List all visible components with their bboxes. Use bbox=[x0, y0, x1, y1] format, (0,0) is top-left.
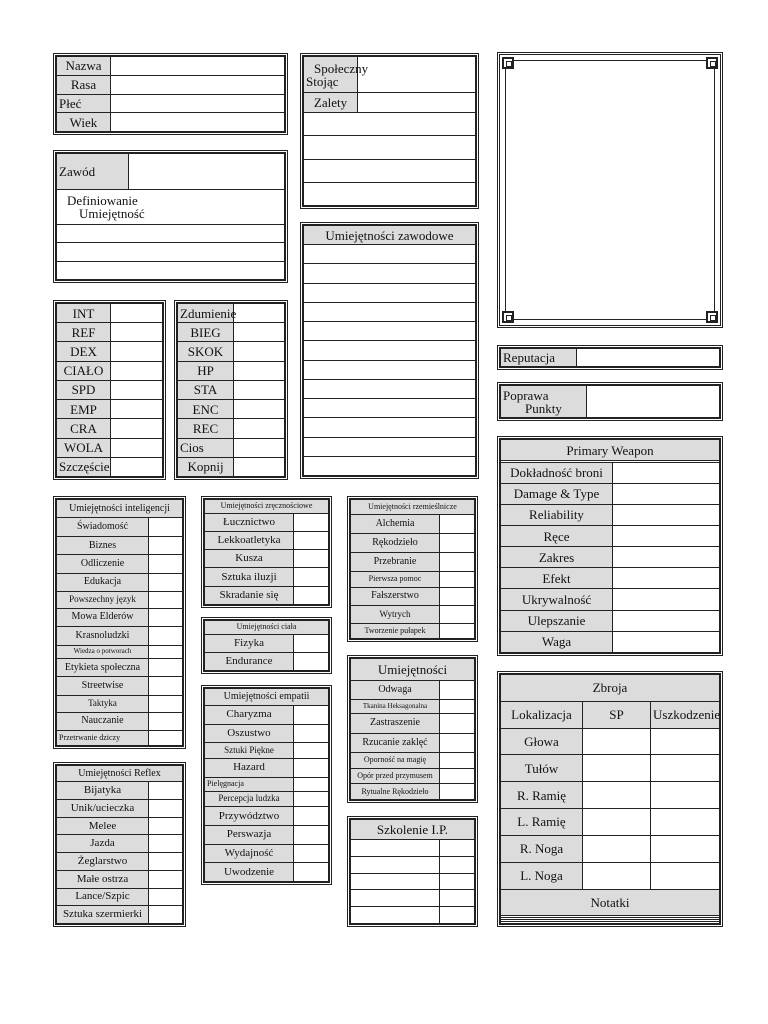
profession-skill-row[interactable] bbox=[304, 399, 476, 418]
improvement-points-label bbox=[501, 386, 587, 418]
weapon-reliability-field[interactable] bbox=[613, 504, 720, 525]
skill-forgery-value[interactable] bbox=[440, 587, 475, 606]
skill-stealth-value[interactable] bbox=[294, 586, 329, 604]
defining-skill-line[interactable] bbox=[57, 225, 285, 243]
empathy-skills-table bbox=[204, 688, 329, 882]
skill-persuasion-label: Perswazja bbox=[205, 825, 294, 844]
profession-skill-row[interactable] bbox=[304, 302, 476, 321]
ip-training-value[interactable] bbox=[440, 856, 475, 873]
defining-skill-label bbox=[57, 190, 285, 225]
skill-sailing-label: Żeglarstwo bbox=[57, 853, 149, 871]
skill-elder-speech-value[interactable] bbox=[149, 608, 183, 626]
skill-athletics-label: Lekkoatletyka bbox=[205, 531, 294, 549]
age-label: Wiek bbox=[57, 113, 111, 132]
armor-right-arm-label: R. Ramię bbox=[501, 782, 583, 809]
skill-gambling-label: Hazard bbox=[205, 759, 294, 778]
skill-alchemy-label: Alchemia bbox=[351, 515, 440, 534]
skill-first-aid-value[interactable] bbox=[440, 572, 475, 587]
skill-common-speech-value[interactable] bbox=[149, 592, 183, 609]
stat-luck-label: Szczęście bbox=[57, 457, 111, 476]
weapon-reliability-label: Reliability bbox=[501, 504, 613, 525]
skill-streetwise-label: Streetwise bbox=[57, 677, 149, 695]
armor-left-leg-damage[interactable] bbox=[651, 862, 720, 889]
skill-monster-lore-label: Wiedza o potworach bbox=[57, 645, 149, 658]
skill-seduction-label: Uwodzenie bbox=[205, 863, 294, 882]
armor-torso-sp[interactable] bbox=[583, 755, 651, 782]
skill-athletics-value[interactable] bbox=[294, 531, 329, 549]
skill-crafting-value[interactable] bbox=[440, 534, 475, 553]
stat-sta-value[interactable] bbox=[234, 380, 285, 399]
skill-swordsmanship-label: Sztuka szermierki bbox=[57, 906, 149, 924]
skill-hex-weaving-label: Tkanina Heksagonalna bbox=[351, 700, 440, 714]
perks-line-2[interactable] bbox=[304, 136, 476, 159]
skill-crafting-label: Rękodzieło bbox=[351, 534, 440, 553]
weapon-accuracy-label: Dokładność broni bbox=[501, 462, 613, 483]
profession-skill-row[interactable] bbox=[304, 283, 476, 302]
ip-training-table bbox=[350, 819, 475, 924]
armor-right-leg-label: R. Noga bbox=[501, 835, 583, 862]
armor-left-leg-sp[interactable] bbox=[583, 862, 651, 889]
dexterity-skills-box bbox=[201, 496, 332, 608]
skill-fine-arts-label: Sztuki Piękne bbox=[205, 743, 294, 759]
improvement-points-field[interactable] bbox=[587, 386, 720, 418]
profession-table bbox=[56, 153, 285, 280]
skill-business-label: Biznes bbox=[57, 536, 149, 554]
skill-brawling-value[interactable] bbox=[149, 782, 183, 800]
ip-training-box bbox=[347, 816, 478, 927]
skill-alchemy-value[interactable] bbox=[440, 515, 475, 534]
intelligence-skills-box bbox=[53, 496, 186, 749]
weapon-damage-label: Damage & Type bbox=[501, 483, 613, 504]
will-skills-table bbox=[350, 658, 475, 800]
ip-training-value[interactable] bbox=[440, 840, 475, 857]
skill-staff-spear-label: Lance/Szpic bbox=[57, 888, 149, 906]
armor-torso-damage[interactable] bbox=[651, 755, 720, 782]
weapon-concealment-field[interactable] bbox=[613, 589, 720, 610]
stats-left-table bbox=[56, 303, 163, 477]
ip-training-row[interactable] bbox=[351, 907, 440, 924]
stats-right-table bbox=[177, 303, 285, 477]
name-field[interactable] bbox=[111, 57, 285, 76]
skill-trap-crafting-value[interactable] bbox=[440, 623, 475, 638]
perks-line-3[interactable] bbox=[304, 159, 476, 182]
body-skills-box bbox=[201, 617, 332, 674]
weapon-concealment-label: Ukrywalność bbox=[501, 589, 613, 610]
stat-spd-label: SPD bbox=[57, 380, 111, 399]
skill-deduction-label: Odliczenie bbox=[57, 555, 149, 573]
profession-skills-table bbox=[303, 225, 476, 476]
skill-leadership-value[interactable] bbox=[294, 807, 329, 826]
craft-skills-title: Umiejętności rzemieślnicze bbox=[351, 500, 475, 515]
reputation-label: Reputacja bbox=[501, 349, 577, 367]
ip-training-row[interactable] bbox=[351, 856, 440, 873]
armor-right-leg-damage[interactable] bbox=[651, 835, 720, 862]
skill-archery-label: Łucznictwo bbox=[205, 513, 294, 531]
improvement-line1: Poprawa bbox=[503, 387, 549, 403]
skill-dwarven-value[interactable] bbox=[149, 627, 183, 645]
gender-label: Płeć bbox=[57, 94, 111, 113]
skill-physique-label: Fizyka bbox=[205, 634, 294, 652]
stat-leap-value[interactable] bbox=[234, 342, 285, 361]
skill-seduction-value[interactable] bbox=[294, 863, 329, 882]
skill-resist-coercion-value[interactable] bbox=[440, 768, 475, 784]
skill-swordsmanship-value[interactable] bbox=[149, 906, 183, 924]
skill-teaching-value[interactable] bbox=[149, 712, 183, 730]
skill-physique-value[interactable] bbox=[294, 634, 329, 652]
perks-line-1[interactable] bbox=[304, 113, 476, 136]
skill-wilderness-survival-value[interactable] bbox=[149, 730, 183, 745]
skill-common-speech-label: Powszechny język bbox=[57, 592, 149, 609]
skill-dodge-label: Unik/ucieczka bbox=[57, 799, 149, 817]
skill-melee-label: Melee bbox=[57, 817, 149, 835]
ip-training-row[interactable] bbox=[351, 890, 440, 907]
body-skills-table bbox=[204, 620, 329, 671]
skill-gambling-value[interactable] bbox=[294, 759, 329, 778]
skill-sleight-of-hand-label: Sztuka iluzji bbox=[205, 568, 294, 586]
skill-ritual-crafting-label: Rytualne Rękodzieło bbox=[351, 784, 440, 800]
empathy-skills-box bbox=[201, 685, 332, 885]
craft-skills-table bbox=[350, 499, 475, 639]
skill-deceit-label: Oszustwo bbox=[205, 724, 294, 743]
armor-left-arm-label: L. Ramię bbox=[501, 809, 583, 836]
skill-courage-value[interactable] bbox=[440, 681, 475, 700]
stat-rec-value[interactable] bbox=[234, 419, 285, 438]
frame-corner-ornament bbox=[706, 57, 718, 69]
defining-skill-line1: Definiowanie bbox=[67, 193, 138, 208]
weapon-range-label: Zakres bbox=[501, 547, 613, 568]
stat-int-label: INT bbox=[57, 304, 111, 323]
primary-weapon-box bbox=[497, 436, 723, 656]
skill-crossbow-value[interactable] bbox=[294, 550, 329, 568]
stat-sta-label: STA bbox=[178, 380, 234, 399]
skill-grooming-label: Pielęgnacja bbox=[205, 777, 294, 791]
skill-riding-label: Jazda bbox=[57, 835, 149, 853]
notes-title: Notatki bbox=[501, 889, 720, 916]
skill-courage-label: Odwaga bbox=[351, 681, 440, 700]
ip-training-title: Szkolenie I.P. bbox=[351, 820, 475, 840]
skill-education-value[interactable] bbox=[149, 573, 183, 591]
stat-punch-value[interactable] bbox=[234, 438, 285, 457]
skill-spell-casting-label: Rzucanie zaklęć bbox=[351, 733, 440, 752]
defining-skill-line2: Umiejętność bbox=[79, 206, 145, 221]
improvement-table bbox=[500, 385, 720, 418]
stat-body-value[interactable] bbox=[111, 361, 163, 380]
stat-leap-label: SKOK bbox=[178, 342, 234, 361]
skill-monster-lore-value[interactable] bbox=[149, 645, 183, 658]
portrait-frame[interactable] bbox=[497, 52, 723, 328]
stat-will-label: WOLA bbox=[57, 438, 111, 457]
profession-skill-row[interactable] bbox=[304, 245, 476, 264]
portrait-area[interactable] bbox=[505, 60, 715, 320]
race-label: Rasa bbox=[57, 75, 111, 94]
stat-cra-label: CRA bbox=[57, 419, 111, 438]
skill-awareness-value[interactable] bbox=[149, 518, 183, 536]
weapon-range-field[interactable] bbox=[613, 547, 720, 568]
perks-label: Zalety bbox=[304, 93, 358, 113]
primary-weapon-title: Primary Weapon bbox=[501, 440, 720, 461]
primary-weapon-table bbox=[500, 439, 720, 653]
stat-hp-label: HP bbox=[178, 361, 234, 380]
intelligence-skills-title: Umiejętności inteligencji bbox=[57, 500, 183, 518]
improvement-box bbox=[497, 382, 723, 421]
social-standing-line1: Społeczny bbox=[314, 60, 369, 76]
armor-left-leg-label: L. Noga bbox=[501, 862, 583, 889]
weapon-damage-field[interactable] bbox=[613, 483, 720, 504]
stat-emp-value[interactable] bbox=[111, 400, 163, 419]
ip-training-value[interactable] bbox=[440, 907, 475, 924]
profession-skills-title: Umiejętności zawodowe bbox=[304, 226, 476, 245]
skill-deceit-value[interactable] bbox=[294, 724, 329, 743]
defining-skill-line[interactable] bbox=[57, 243, 285, 261]
stat-punch-label: Cios bbox=[178, 438, 234, 457]
stat-kick-value[interactable] bbox=[234, 457, 285, 476]
stat-body-label: CIAŁO bbox=[57, 361, 111, 380]
weapon-hands-field[interactable] bbox=[613, 526, 720, 547]
defining-skill-line[interactable] bbox=[57, 261, 285, 279]
stat-emp-label: EMP bbox=[57, 400, 111, 419]
social-standing-line2: Stojąc bbox=[306, 73, 339, 89]
reflex-skills-title: Umiejętności Reflex bbox=[57, 766, 183, 782]
armor-head-sp[interactable] bbox=[583, 728, 651, 755]
skill-small-blades-label: Małe ostrza bbox=[57, 870, 149, 888]
weapon-effect-field[interactable] bbox=[613, 568, 720, 589]
stat-run-value[interactable] bbox=[234, 323, 285, 342]
skill-disguise-label: Przebranie bbox=[351, 553, 440, 572]
skill-intimidation-value[interactable] bbox=[440, 714, 475, 733]
skill-wilderness-survival-label: Przetrwanie dziczy bbox=[57, 730, 149, 745]
profession-label: Zawód bbox=[57, 154, 129, 190]
social-standing-field[interactable] bbox=[358, 57, 476, 93]
armor-left-arm-damage[interactable] bbox=[651, 809, 720, 836]
dexterity-skills-table bbox=[204, 499, 329, 605]
stat-ref-value[interactable] bbox=[111, 323, 163, 342]
skill-endurance-value[interactable] bbox=[294, 652, 329, 670]
skill-sailing-value[interactable] bbox=[149, 853, 183, 871]
skill-persuasion-value[interactable] bbox=[294, 825, 329, 844]
age-field[interactable] bbox=[111, 113, 285, 132]
skill-staff-spear-value[interactable] bbox=[149, 888, 183, 906]
armor-right-arm-sp[interactable] bbox=[583, 782, 651, 809]
stat-cra-value[interactable] bbox=[111, 419, 163, 438]
skill-sleight-of-hand-value[interactable] bbox=[294, 568, 329, 586]
profession-skill-row[interactable] bbox=[304, 379, 476, 398]
profession-skills-box bbox=[300, 222, 479, 479]
skill-pick-lock-value[interactable] bbox=[440, 606, 475, 623]
stat-ref-label: REF bbox=[57, 323, 111, 342]
stat-hp-value[interactable] bbox=[234, 361, 285, 380]
reputation-field[interactable] bbox=[577, 349, 720, 367]
skill-leadership-label: Przywództwo bbox=[205, 807, 294, 826]
skill-dwarven-label: Krasnoludzki bbox=[57, 627, 149, 645]
skill-hex-weaving-value[interactable] bbox=[440, 700, 475, 714]
skill-social-etiquette-value[interactable] bbox=[149, 658, 183, 676]
dexterity-skills-title: Umiejętności zręcznościowe bbox=[205, 500, 329, 514]
armor-sp-header: SP bbox=[583, 701, 651, 728]
armor-damage-header: Uszkodzenie bbox=[651, 701, 720, 728]
skill-business-value[interactable] bbox=[149, 536, 183, 554]
skill-grooming-value[interactable] bbox=[294, 777, 329, 791]
reflex-skills-table bbox=[56, 765, 183, 924]
armor-table bbox=[500, 674, 720, 924]
skill-streetwise-value[interactable] bbox=[149, 677, 183, 695]
improvement-line2: Punkty bbox=[525, 400, 562, 416]
profession-skill-row[interactable] bbox=[304, 437, 476, 456]
stat-will-value[interactable] bbox=[111, 438, 163, 457]
weapon-effect-label: Efekt bbox=[501, 568, 613, 589]
armor-head-damage[interactable] bbox=[651, 728, 720, 755]
armor-right-arm-damage[interactable] bbox=[651, 782, 720, 809]
craft-skills-box bbox=[347, 496, 478, 642]
profession-skill-row[interactable] bbox=[304, 418, 476, 437]
empathy-skills-title: Umiejętności empatii bbox=[205, 689, 329, 706]
stats-left-box bbox=[53, 300, 166, 480]
skill-melee-value[interactable] bbox=[149, 817, 183, 835]
social-box bbox=[300, 53, 479, 209]
skill-pick-lock-label: Wytrych bbox=[351, 606, 440, 623]
stats-right-box bbox=[174, 300, 288, 480]
frame-corner-ornament bbox=[502, 311, 514, 323]
skill-charisma-label: Charyzma bbox=[205, 706, 294, 725]
profession-field[interactable] bbox=[129, 154, 285, 190]
profession-skill-row[interactable] bbox=[304, 341, 476, 360]
skill-intimidation-label: Zastraszenie bbox=[351, 714, 440, 733]
skill-human-perception-value[interactable] bbox=[294, 791, 329, 807]
stat-run-label: BIEG bbox=[178, 323, 234, 342]
skill-elder-speech-label: Mowa Elderów bbox=[57, 608, 149, 626]
skill-resist-coercion-label: Opór przed przymusem bbox=[351, 768, 440, 784]
skill-performance-label: Wydajność bbox=[205, 844, 294, 863]
stat-enc-value[interactable] bbox=[234, 400, 285, 419]
skill-endurance-label: Endurance bbox=[205, 652, 294, 670]
notes-line[interactable] bbox=[501, 922, 720, 924]
skill-first-aid-label: Pierwsza pomoc bbox=[351, 572, 440, 587]
skill-teaching-label: Nauczanie bbox=[57, 712, 149, 730]
skill-tactics-label: Taktyka bbox=[57, 695, 149, 712]
skill-performance-value[interactable] bbox=[294, 844, 329, 863]
stat-rec-label: REC bbox=[178, 419, 234, 438]
race-field[interactable] bbox=[111, 75, 285, 94]
skill-resist-magic-value[interactable] bbox=[440, 752, 475, 768]
stat-kick-label: Kopnij bbox=[178, 457, 234, 476]
skill-spell-casting-value[interactable] bbox=[440, 733, 475, 752]
frame-corner-ornament bbox=[502, 57, 514, 69]
perks-line-4[interactable] bbox=[304, 182, 476, 205]
social-table bbox=[303, 56, 476, 206]
ip-training-value[interactable] bbox=[440, 890, 475, 907]
weapon-weight-label: Waga bbox=[501, 631, 613, 652]
skill-ritual-crafting-value[interactable] bbox=[440, 784, 475, 800]
skill-human-perception-label: Percepcja ludzka bbox=[205, 791, 294, 807]
skill-riding-value[interactable] bbox=[149, 835, 183, 853]
perks-field[interactable] bbox=[358, 93, 476, 113]
skill-deduction-value[interactable] bbox=[149, 555, 183, 573]
skill-brawling-label: Bijatyka bbox=[57, 782, 149, 800]
skill-archery-value[interactable] bbox=[294, 513, 329, 531]
weapon-enhancement-label: Ulepszanie bbox=[501, 610, 613, 631]
will-skills-box bbox=[347, 655, 478, 803]
stat-stun-label: Zdumienie bbox=[178, 304, 234, 323]
profession-box bbox=[53, 150, 288, 283]
skill-crossbow-label: Kusza bbox=[205, 550, 294, 568]
skill-forgery-label: Fałszerstwo bbox=[351, 587, 440, 606]
skill-dodge-value[interactable] bbox=[149, 799, 183, 817]
skill-awareness-label: Świadomość bbox=[57, 518, 149, 536]
armor-head-label: Głowa bbox=[501, 728, 583, 755]
ip-training-value[interactable] bbox=[440, 873, 475, 890]
skill-fine-arts-value[interactable] bbox=[294, 743, 329, 759]
armor-location-header: Lokalizacja bbox=[501, 701, 583, 728]
social-standing-label bbox=[304, 57, 369, 93]
armor-torso-label: Tułów bbox=[501, 755, 583, 782]
weapon-weight-field[interactable] bbox=[613, 631, 720, 652]
gender-field[interactable] bbox=[111, 94, 285, 113]
profession-skill-row[interactable] bbox=[304, 322, 476, 341]
basic-info-table bbox=[56, 56, 285, 132]
weapon-hands-label: Ręce bbox=[501, 526, 613, 547]
skill-stealth-label: Skradanie się bbox=[205, 586, 294, 604]
stat-spd-value[interactable] bbox=[111, 380, 163, 399]
stat-int-value[interactable] bbox=[111, 304, 163, 323]
frame-corner-ornament bbox=[706, 311, 718, 323]
basic-info-box bbox=[53, 53, 288, 135]
armor-title: Zbroja bbox=[501, 675, 720, 702]
skill-social-etiquette-label: Etykieta społeczna bbox=[57, 658, 149, 676]
ip-training-row[interactable] bbox=[351, 873, 440, 890]
skill-charisma-value[interactable] bbox=[294, 706, 329, 725]
reputation-box bbox=[497, 345, 723, 370]
weapon-accuracy-field[interactable] bbox=[613, 462, 720, 483]
name-label: Nazwa bbox=[57, 57, 111, 76]
skill-small-blades-value[interactable] bbox=[149, 870, 183, 888]
armor-notes-box bbox=[497, 671, 723, 927]
ip-training-row[interactable] bbox=[351, 840, 440, 857]
body-skills-title: Umiejętności ciała bbox=[205, 621, 329, 635]
weapon-enhancement-field[interactable] bbox=[613, 610, 720, 631]
armor-left-arm-sp[interactable] bbox=[583, 809, 651, 836]
will-skills-title: Umiejętności bbox=[351, 659, 475, 681]
profession-skill-row[interactable] bbox=[304, 456, 476, 475]
stat-dex-value[interactable] bbox=[111, 342, 163, 361]
stat-luck-value[interactable] bbox=[111, 457, 163, 476]
stat-stun-value[interactable] bbox=[234, 304, 285, 323]
skill-tactics-value[interactable] bbox=[149, 695, 183, 712]
skill-disguise-value[interactable] bbox=[440, 553, 475, 572]
intelligence-skills-table bbox=[56, 499, 183, 746]
reputation-table bbox=[500, 348, 720, 367]
reflex-skills-box bbox=[53, 762, 186, 927]
stat-enc-label: ENC bbox=[178, 400, 234, 419]
stat-dex-label: DEX bbox=[57, 342, 111, 361]
profession-skill-row[interactable] bbox=[304, 264, 476, 283]
skill-resist-magic-label: Oporność na magię bbox=[351, 752, 440, 768]
skill-trap-crafting-label: Tworzenie pułapek bbox=[351, 623, 440, 638]
armor-right-leg-sp[interactable] bbox=[583, 835, 651, 862]
skill-education-label: Edukacja bbox=[57, 573, 149, 591]
profession-skill-row[interactable] bbox=[304, 360, 476, 379]
